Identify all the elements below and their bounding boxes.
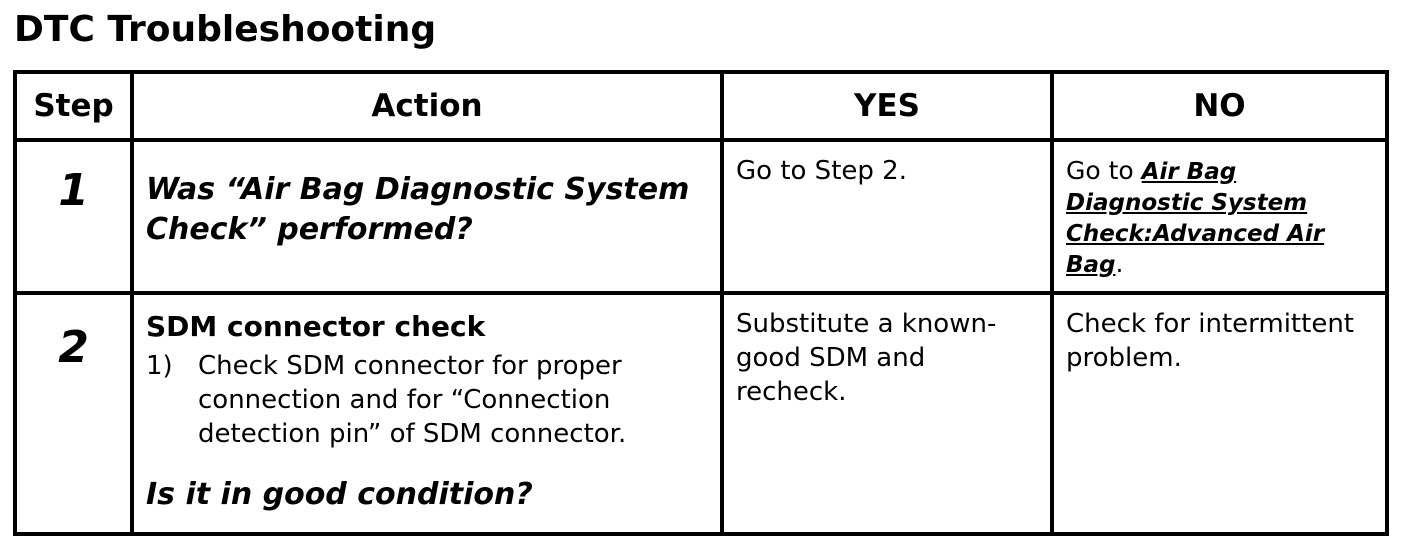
item-text: Check SDM connector for proper connection and for “Connection detection pin” of SDM connector. [198,350,627,449]
action-cell [132,140,722,293]
dtc-troubleshooting-table [13,70,1389,536]
step-question: Is it in good condition? [146,476,533,512]
action-cell [132,293,722,534]
step-question: Was “Air Bag Diagnostic System Check” performed? [146,172,690,247]
air-bag-diagnostic-check-link[interactable]: Air Bag Diagnostic System Check:Advanced Air Bag [1066,159,1325,278]
header-no: NO [1052,72,1387,140]
step-number: 2 [58,321,89,373]
no-prefix: Go to [1066,156,1142,185]
no-text [1054,142,1385,280]
table-row [15,293,1387,534]
yes-text: Substitute a known-good SDM and recheck. [736,308,997,407]
header-action: Action [132,72,722,140]
step-cell [15,293,132,534]
table-header-row [15,72,1387,140]
header-yes: YES [722,72,1052,140]
action-heading: SDM connector check [146,309,486,343]
header-step: Step [15,72,132,140]
item-number: 1) [146,350,173,381]
no-cell [1052,140,1387,293]
yes-cell [722,140,1052,293]
action-list-item [146,349,710,451]
no-cell [1052,293,1387,534]
table-row [15,140,1387,293]
yes-cell [722,293,1052,534]
page-title: DTC Troubleshooting [14,9,437,50]
no-text: Check for intermittent problem. [1066,308,1354,373]
yes-text: Go to Step 2. [736,156,907,186]
no-suffix: . [1115,249,1124,278]
step-number: 1 [58,165,89,216]
step-cell [15,140,132,293]
